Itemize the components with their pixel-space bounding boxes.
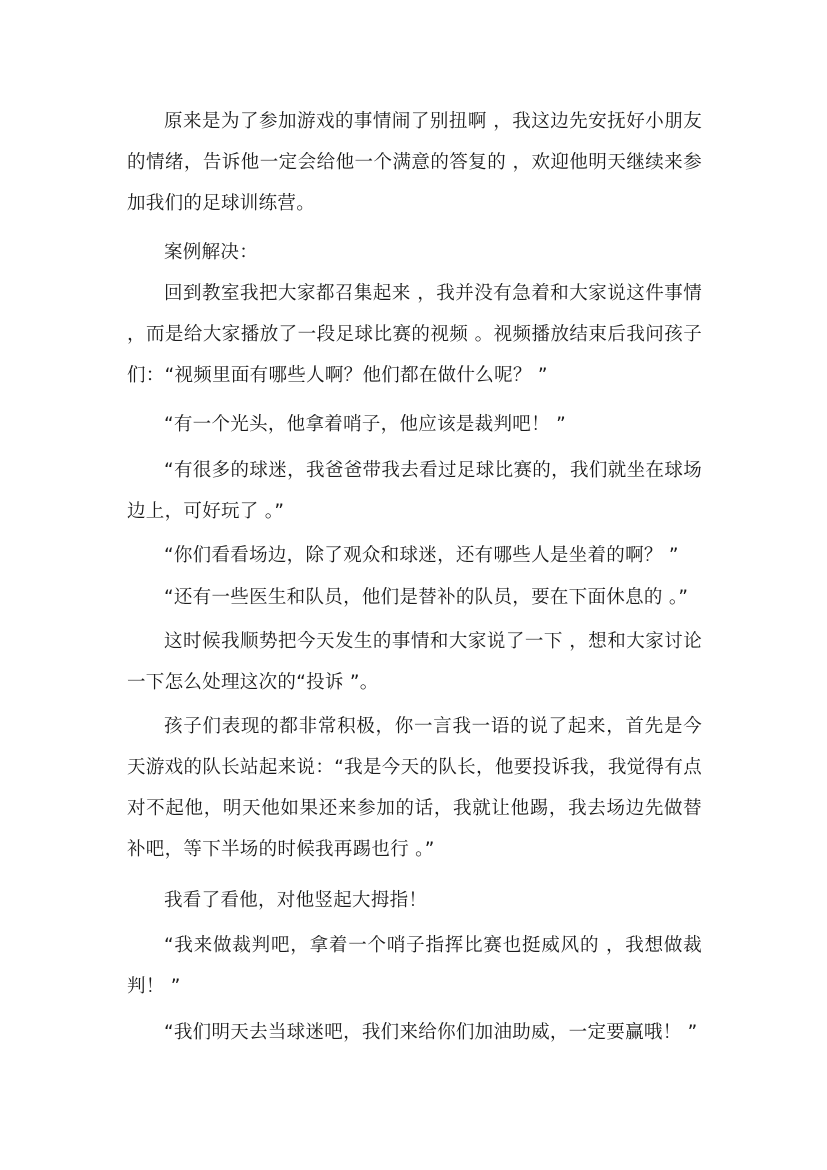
paragraph-2: 案例解决： — [164, 242, 259, 263]
paragraph-5: “有很多的球迷，我爸爸带我去看过足球比赛的，我们就坐在球场边上，可好玩了 。” — [127, 460, 702, 522]
paragraph-12: “我们明天去当球迷吧，我们来给你们加油助威，一定要赢哦！ ” — [164, 1022, 698, 1043]
paragraph-11: “我来做裁判吧，拿着一个哨子指挥比赛也挺威风的 ，我想做裁判！ ” — [127, 935, 702, 997]
paragraph-8: 这时候我顺势把今天发生的事情和大家说了一下 ，想和大家讨论一下怎么处理这次的“投诉 ”。 — [127, 631, 702, 693]
paragraph-7: “还有一些医生和队员，他们是替补的队员，要在下面休息的 。” — [164, 587, 689, 608]
paragraph-1: 原来是为了参加游戏的事情闹了别扭啊 ，我这边先安抚好小朋友的情绪，告诉他一定会给他一个满意的答复的 ，欢迎他明天继续来参加我们的足球训练营。 — [127, 111, 702, 214]
paragraph-3: 回到教室我把大家都召集起来 ，我并没有急着和大家说这件事情 ，而是给大家播放了一段足球比赛的视频 。视频播放结束后我问孩子们：“视频里面有哪些人啊？他们都在做什么呢？ ” — [127, 283, 702, 386]
paragraph-9: 孩子们表现的都非常积极，你一言我一语的说了起来，首先是今天游戏的队长站起来说：“我是今天的队长，他要投诉我，我觉得有点对不起他，明天他如果还来参加的话，我就让他踢，我去场边先做替补吧，等下半场的时候我再踢也行 。” — [127, 716, 702, 860]
paragraph-4: “有一个光头，他拿着哨子，他应该是裁判吧！ ” — [164, 414, 566, 435]
paragraph-10: 我看了看他，对他竖起大拇指！ — [164, 890, 428, 911]
paragraph-6: “你们看看场边，除了观众和球迷，还有哪些人是坐着的啊？ ” — [164, 545, 679, 566]
